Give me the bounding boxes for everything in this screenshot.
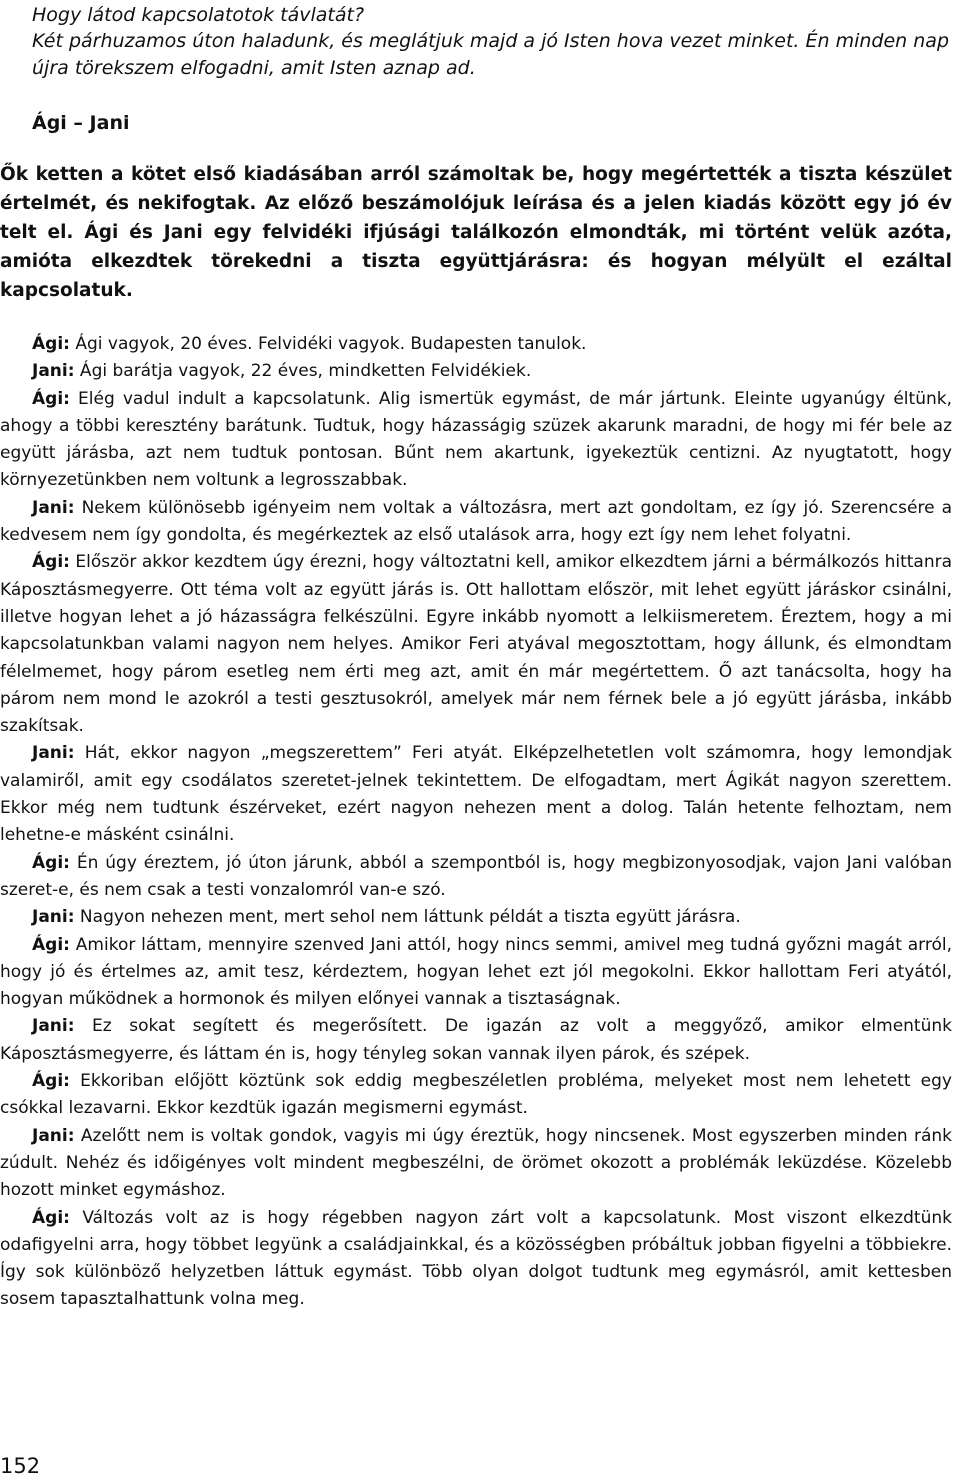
speaker-name: Jani: <box>32 907 75 928</box>
speaker-name: Jani: <box>32 1016 75 1037</box>
dialogue-paragraph <box>0 1205 952 1314</box>
speaker-name: Ági: <box>32 1071 70 1092</box>
speaker-name: Jani: <box>32 743 75 764</box>
intro-answer: Két párhuzamos úton haladunk, és meglátjuk majd a jó Isten hova vezet minket. Én minden nap újra törekszem elfogadni, amit Isten aznap ad. <box>32 30 950 79</box>
dialogue-text: Ági barátja vagyok, 22 éves, mindketten Felvidékiek. <box>74 361 532 382</box>
dialogue-paragraph <box>0 549 952 740</box>
speaker-name: Jani: <box>32 361 75 382</box>
speaker-name: Ági: <box>32 388 70 409</box>
dialogue-text: Azelőtt nem is voltak gondok, vagyis mi úgy éreztük, hogy nincsenek. Most egyszerben minden ránk zúdult. Nehéz és időigényes volt mindent megbeszélni, de örömet okozott a problémák leküzdése. Közelebb hozott minket egymáshoz. <box>0 1125 952 1201</box>
dialogue-paragraph <box>0 1123 952 1205</box>
section-title: Ági – Jani <box>32 112 130 134</box>
speaker-name: Ági: <box>32 934 70 955</box>
dialogue-text: Hát, ekkor nagyon „megszerettem” Feri atyát. Elképzelhetetlen volt számomra, hogy lemondjak valamiről, amit egy csodálatos szeretet-jelnek tekintettem. De elfogadtam, mert Ágikát nagyon szerettem. Ekkor még nem tudtunk észérveket, ezért nagyon nehezen ment a dolog. Talán hetente felhoztam, nem lehetne-e másként csinálni. <box>0 743 952 846</box>
dialogue-paragraph <box>0 358 952 385</box>
dialogue-paragraph <box>0 495 952 550</box>
dialogue-text: Ekkoriban előjött köztünk sok eddig megbeszéletlen probléma, melyeket most nem lehetett egy csókkal lezavarni. Ekkor kezdtük igazán megismerni egymást. <box>0 1071 952 1119</box>
dialogue-text: Nagyon nehezen ment, mert sehol nem láttunk példát a tiszta együtt járásra. <box>74 907 741 928</box>
speaker-name: Jani: <box>32 1125 75 1146</box>
dialogue-text: Amikor láttam, mennyire szenved Jani attól, hogy nincs semmi, amivel meg tudná győzni magát arról, hogy jó és értelmes az, amit tesz, kérdeztem, hogyan lehet ezt jól megokolni. Ekkor hallottam Feri atyától, hogyan működnek a hormonok és milyen előnyei vannak a tisztaságnak. <box>0 934 952 1010</box>
dialogue-text: Elég vadul indult a kapcsolatunk. Alig ismertük egymást, de már jártunk. Eleinte ugyanúgy éltünk, ahogy a többi keresztény barátunk. Tudtuk, hogy házasságig szüzek akarunk maradni, de hogy mi fér bele az együtt járásba, azt nem tudtuk pontosan. Bűnt nem akartunk, igyekeztük centizni. Az nyugtatott, hogy környezetünkben nem voltunk a legrosszabbak. <box>0 388 952 491</box>
speaker-name: Ági: <box>32 852 70 873</box>
speaker-name: Ági: <box>32 552 70 573</box>
page-number: 152 <box>0 1454 41 1478</box>
dialogue-paragraph <box>0 932 952 1014</box>
dialogue-paragraph <box>0 850 952 905</box>
dialogue-paragraph <box>0 386 952 495</box>
dialogue-paragraph <box>0 904 952 931</box>
speaker-name: Ági: <box>32 334 70 354</box>
intro-question: Hogy látod kapcsolatotok távlatát? <box>32 4 365 26</box>
dialogue-text: Először akkor kezdtem úgy érezni, hogy változtatni kell, amikor elkezdtem járni a bérmálkozós hittanra Káposztásmegyerre. Ott téma volt az együtt járás is. Ott hallottam először, mit lehet együtt járáskor csinálni, illetve hogyan lehet a jó házasságra felkészülni. Egyre inkább nyomott a lelkiismeretem. Éreztem, hogy a mi kapcsolatunkban valami nagyon nem helyes. Amikor Feri atyával megosztottam, hogy állunk, és elmondtam félelmemet, hogy párom esetleg nem érti meg azt, amit én már megértettem. Ő azt tanácsolta, hogy ha párom nem mond le azokról a testi gesztusokról, amelyek már nem férnek bele a jó együtt járásba, inkább szakítsak. <box>0 552 952 737</box>
dialogue-paragraph <box>0 740 952 849</box>
dialogue-paragraph <box>0 331 952 358</box>
dialogue-paragraph <box>0 1068 952 1123</box>
dialogue-text: Ez sokat segített és megerősített. De igazán az volt a meggyőző, amikor elmentünk Káposztásmegyerre, és láttam én is, hogy tényleg sokan vannak ilyen párok, és szépek. <box>0 1016 952 1064</box>
dialogue-text: Én úgy éreztem, jó úton járunk, abból a szempontból is, hogy megbizonyosodjak, vajon Jani valóban szeret-e, és nem csak a testi vonzalomról van-e szó. <box>0 852 952 900</box>
section-lead: Ők ketten a kötet első kiadásában arról számoltak be, hogy megértették a tiszta készület értelmét, és nekifogtak. Az előző beszámolójuk leírása és a jelen kiadás között egy jó év telt el. Ági és Jani egy felvidéki ifjúsági találkozón elmondták, mi történt velük azóta, amióta elkezdtek törekedni a tiszta együttjárásra: és hogyan mélyült el ezáltal kapcsolatuk. <box>0 164 952 301</box>
dialogue-paragraph <box>0 1013 952 1068</box>
dialogue <box>0 331 952 1314</box>
dialogue-text: Változás volt az is hogy régebben nagyon zárt volt a kapcsolatunk. Most viszont elkezdtünk odafigyelni arra, hogy többet legyünk a családjainkkal, és a közösségben próbáltuk jobban figyelni a többiekre. Így sok különböző helyzetben láttuk egymást. Több olyan dolgot tudtunk meg egymásról, amit kettesben sosem tapasztalhattunk volna meg. <box>0 1207 952 1310</box>
speaker-name: Ági: <box>32 1207 70 1228</box>
dialogue-text: Ági vagyok, 20 éves. Felvidéki vagyok. Budapesten tanulok. <box>69 334 587 354</box>
speaker-name: Jani: <box>32 497 75 518</box>
dialogue-text: Nekem különösebb igényeim nem voltak a változásra, mert azt gondoltam, ez így jó. Szerencsére a kedvesem nem így gondolta, és megérkeztek az első utalások arra, hogy ezt így nem lehet folyatni. <box>0 497 952 546</box>
